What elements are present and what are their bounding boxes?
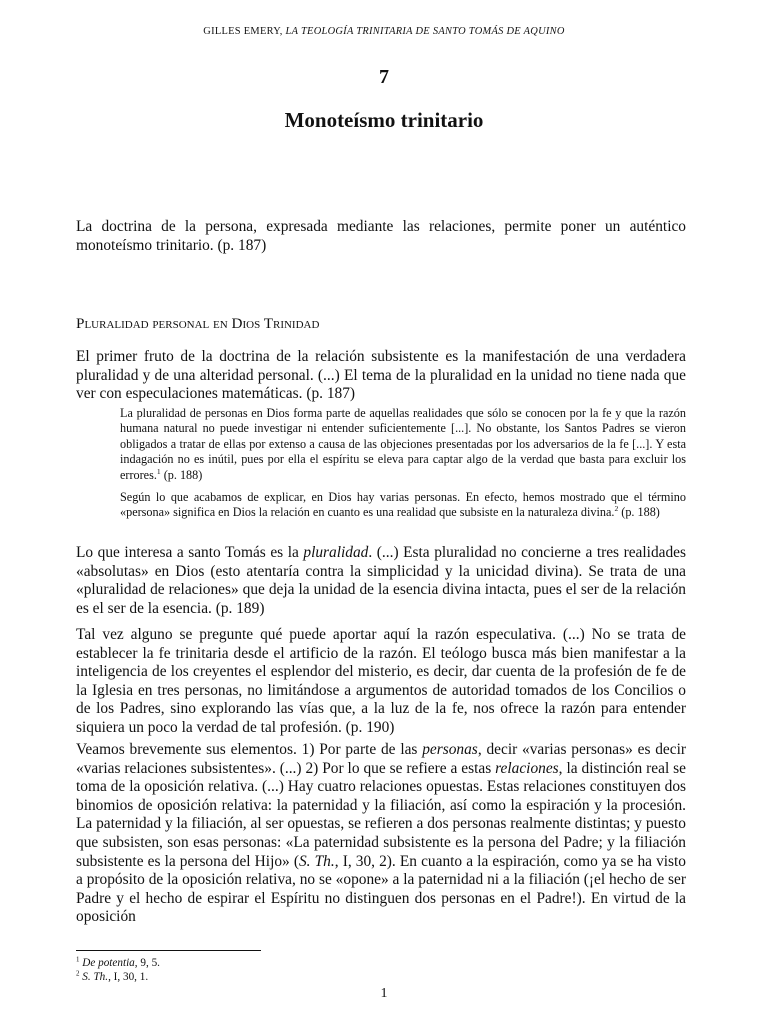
block-quote-1-text: La pluralidad de personas en Dios forma parte de aquellas realidades que sólo se conocen por la fe y que la razón humana natural no puede investigar ni entender suficientemente [...]. No obstante, los Santos Padres se vieron obligados a tratar de ellas por extenso a causa de las objeciones presentadas por los adversarios de la fe [...]. Y esta indagación no es inútil, pues por ella el espíritu se eleva para captar algo de la verdad que basta para excluir los errores.$^1$ (p. 188) <box>120 406 686 482</box>
chapter-number: 7 <box>379 66 389 88</box>
page-number: 1 <box>380 986 388 1001</box>
paragraph-2 <box>76 544 686 618</box>
section-heading: Pluralidad personal en Dios Trinidad <box>76 315 320 332</box>
paragraph-3 <box>76 626 686 738</box>
footnote-ref-2[interactable]: 2 <box>614 504 619 514</box>
running-head-author: GILLES EMERY, <box>203 26 283 37</box>
epigraph-text: La doctrina de la persona, expresada mediante las relaciones, permite poner un auténtico monoteísmo trinitario. (p. 187) <box>76 218 686 254</box>
paragraph-1 <box>76 348 686 404</box>
footnote-ref-1[interactable]: 1 <box>156 466 161 476</box>
footnote-2: $^2$ S. Th., I, 30, 1. <box>76 969 149 983</box>
block-quote-2-text: Según lo que acabamos de explicar, en Dios hay varias personas. En efecto, hemos mostrado que el término «persona» significa en Dios la relación en cuanto es una realidad que subsiste en la naturaleza divina.$^2$ (p. 188) <box>120 490 686 520</box>
footnote-divider <box>76 950 261 951</box>
paragraph-2-text: Lo que interesa a santo Tomás es la pluralidad. (...) Esta pluralidad no concierne a tres realidades «absolutas» en Dios (esto atentaría contra la simplicidad y la unicidad divina). Se trata de una «pluralidad de relaciones» que deja la unidad de la esencia divina intacta, pues el ser de la relación es el ser de la esencia. (p. 189) <box>76 544 686 617</box>
footnote-1: $^1$ De potentia, 9, 5. <box>76 955 160 969</box>
chapter-title: Monoteísmo trinitario <box>284 108 484 132</box>
block-quote-2 <box>120 490 686 521</box>
block-quote-1 <box>120 406 686 483</box>
footnotes <box>76 956 160 984</box>
running-head-book-title: LA TEOLOGÍA TRINITARIA DE SANTO TOMÁS DE AQUINO <box>285 26 565 37</box>
paragraph-1-text: El primer fruto de la doctrina de la relación subsistente es la manifestación de una verdadera pluralidad y de una alteridad personal. (...) El tema de la pluralidad en la unidad no tiene nada que ver con especulaciones matemáticas. (p. 187) <box>76 348 686 403</box>
paragraph-4 <box>76 741 686 927</box>
paragraph-4-text: Veamos brevemente sus elementos. 1) Por parte de las personas, decir «varias personas» es decir «varias relaciones subsistentes». (...) 2) Por lo que se refiere a estas relaciones, la distinción real se toma de la oposición relativa. (...) Hay cuatro relaciones opuestas. Estas relaciones constituyen dos binomios de oposición relativa: la paternidad y la filiación, así como la espiración y la procesión. La paternidad y la filiación, al ser opuestas, se refieren a dos personas realmente distintas; y puesto que subsisten, son esas personas: «La paternidad subsistente es la persona del Padre; y la filiación subsistente es la persona del Hijo» (S. Th., I, 30, 2). En cuanto a la espiración, como ya se ha visto a propósito de la oposición relativa, no se «opone» a la paternidad ni a la filiación (¡el hecho de ser Padre y el hecho de espirar el Espíritu no distinguen dos personas en el Padre!). En virtud de la oposición <box>76 741 687 926</box>
paragraph-3-text: Tal vez alguno se pregunte qué puede aportar aquí la razón especulativa. (...) No se trata de establecer la fe trinitaria desde el artificio de la razón. El teólogo busca más bien manifestar a la inteligencia de los creyentes el esplendor del misterio, es decir, dar cuenta de la profesión de fe de la Iglesia en tres personas, no limitándose a argumentos de autoridad tomados de los Concilios o de los Padres, sino explorando las vías que, a la luz de la fe, nos ofrece la razón para entender siquiera un poco la verdad de tal profesión. (p. 190) <box>76 626 686 736</box>
epigraph <box>76 218 686 255</box>
running-head <box>0 26 768 37</box>
